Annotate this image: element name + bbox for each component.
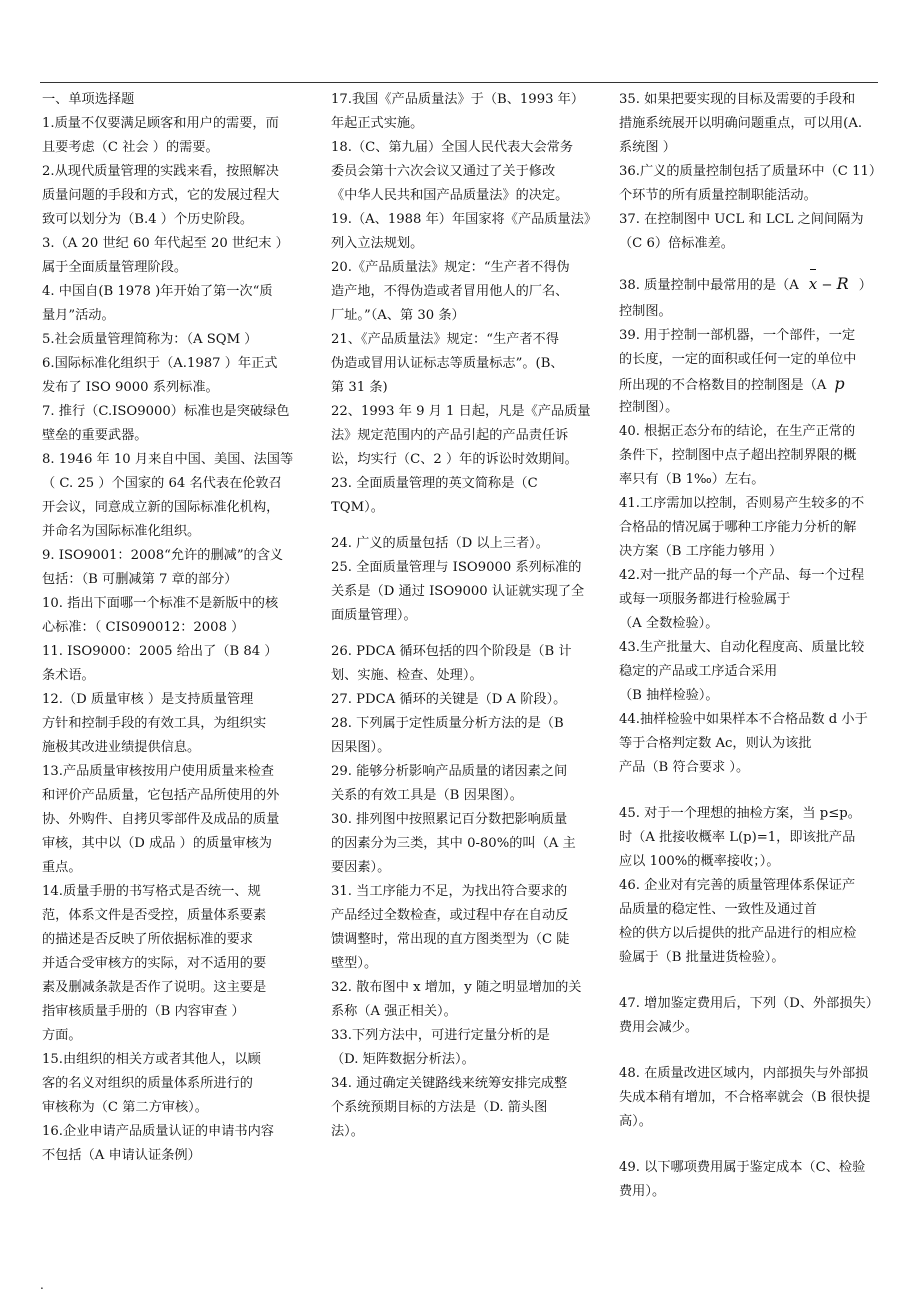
text-line: 壁垒的重要武器。 bbox=[42, 428, 148, 443]
p-symbol: p bbox=[834, 374, 845, 393]
text-line: 不包括（A 申请认证条例） bbox=[42, 1148, 201, 1163]
text-line: 18.（C、第九届）全国人民代表大会常务 bbox=[331, 140, 574, 155]
text-line: （B 抽样检验）。 bbox=[619, 688, 719, 703]
text-line: 合格品的情况属于哪种工序能力分析的解 bbox=[619, 520, 857, 535]
text-line: 第 31 条) bbox=[331, 380, 388, 395]
text-line: 23. 全面质量管理的英文简称是（C bbox=[331, 476, 538, 491]
text-line: 25. 全面质量管理与 ISO9000 系列标准的 bbox=[331, 560, 582, 575]
text-line: 高）。 bbox=[619, 1114, 652, 1129]
text-line: 并命名为国际标准化组织。 bbox=[42, 524, 201, 539]
text-line: （C 6）倍标准差。 bbox=[619, 236, 734, 251]
text-line: 40. 根据正态分布的结论，在生产正常的 bbox=[619, 424, 856, 439]
text-line: 条术语。 bbox=[42, 668, 95, 683]
text-line: 46. 企业对有完善的质量管理体系保证产 bbox=[619, 878, 856, 893]
text-line: 讼，均实行（C、2 ）年的诉讼时效期间。 bbox=[331, 452, 578, 467]
column-2 bbox=[331, 88, 598, 1144]
text-line: 43.生产批量大、自动化程度高、质量比较 bbox=[619, 640, 865, 655]
text-line: 费用）。 bbox=[619, 1184, 666, 1199]
text-line: 42.对一批产品的每一个产品、每一个过程 bbox=[619, 568, 865, 583]
text-line: 年起正式实施。 bbox=[331, 116, 424, 131]
footer-dot: . bbox=[40, 1278, 44, 1292]
text-line: 素及删减条款是否作了说明。这主要是 bbox=[42, 980, 267, 995]
text-line: 施极其改进业绩提供信息。 bbox=[42, 740, 201, 755]
text-line: 27. PDCA 循环的关键是（D A 阶段）。 bbox=[331, 692, 567, 707]
text-line: 条件下，控制图中点子超出控制界限的概 bbox=[619, 448, 857, 463]
text-line: 的因素分为三类，其中 0-80%的叫（A 主 bbox=[331, 836, 576, 851]
text-line: 37. 在控制图中 UCL 和 LCL 之间间隔为 bbox=[619, 212, 864, 227]
q39-end: 控制图）。 bbox=[619, 400, 679, 415]
text-line: 并适合受审核方的实际，对不适用的要 bbox=[42, 956, 267, 971]
text-line: 包括：（B 可删减第 7 章的部分） bbox=[42, 572, 238, 587]
text-line: 31. 当工序能力不足，为找出符合要求的 bbox=[331, 884, 568, 899]
text-line: 属于全面质量管理阶段。 bbox=[42, 260, 188, 275]
text-line: 法》规定范围内的产品引起的产品责任诉 bbox=[331, 428, 569, 443]
spacer bbox=[331, 628, 595, 640]
text-line: 验属于（B 批量进货检验）。 bbox=[619, 950, 785, 965]
spacer bbox=[619, 780, 881, 802]
text-line: 心标准：（ CIS090012：2008 ） bbox=[42, 620, 245, 635]
text-line: 厂址。”（A、第 30 条） bbox=[331, 308, 465, 323]
text-line: 47. 增加鉴定费用后，下列（D、外部损失） bbox=[619, 996, 879, 1011]
text-line: 审核称为（C 第二方审核）。 bbox=[42, 1100, 208, 1115]
r-symbol: R bbox=[836, 274, 849, 293]
text-line: 15.由组织的相关方或者其他人，以顾 bbox=[42, 1052, 261, 1067]
text-line: 41.工序需加以控制，否则易产生较多的不 bbox=[619, 496, 865, 511]
text-line: 协、外购件、自拷贝零部件及成品的质量 bbox=[42, 812, 280, 827]
text-line: 划、实施、检查、处理）。 bbox=[331, 668, 483, 683]
text-line: 36.广义的质量控制包括了质量环中（C 11） bbox=[619, 164, 883, 179]
text-line: 9. ISO9001：2008“允许的删减”的含义 bbox=[42, 548, 284, 563]
text-line: 面质量管理）。 bbox=[331, 608, 417, 623]
text-line: 致可以划分为（B.4 ）个历史阶段。 bbox=[42, 212, 254, 227]
text-line: 客的名义对组织的质量体系所进行的 bbox=[42, 1076, 253, 1091]
text-line: 稳定的产品或工序适合采用 bbox=[619, 664, 778, 679]
text-line: 个系统预期目标的方法是（D. 箭头图 bbox=[331, 1100, 548, 1115]
text-line: 系统图 ） bbox=[619, 140, 676, 155]
text-line: 10. 指出下面哪一个标准不是新版中的核 bbox=[42, 596, 279, 611]
text-line: 方面。 bbox=[42, 1028, 82, 1043]
text-line: 关系的有效工具是（B 因果图）。 bbox=[331, 788, 523, 803]
text-line: 33.下列方法中，可进行定量分析的是 bbox=[331, 1028, 550, 1043]
text-line: 时（A 批接收概率 L(p)=1，即该批产品 bbox=[619, 830, 856, 845]
text-line: 39. 用于控制一部机器，一个部件，一定 bbox=[619, 328, 856, 343]
text-line: 21、《产品质量法》规定：“生产者不得 bbox=[331, 332, 559, 347]
x-bar-symbol: x bbox=[809, 268, 817, 300]
text-line: 《中华人民共和国产品质量法》的决定。 bbox=[331, 188, 569, 203]
text-line: 应以 100%的概率接收；）。 bbox=[619, 854, 780, 869]
text-line: 34. 通过确定关键路线来统筹安排完成整 bbox=[331, 1076, 568, 1091]
top-rule bbox=[40, 82, 878, 83]
text-line: 法）。 bbox=[331, 1124, 364, 1139]
q39-line bbox=[619, 372, 881, 396]
column-1 bbox=[42, 88, 304, 1168]
text-line: 量月”活动。 bbox=[42, 308, 115, 323]
q38-minus: − bbox=[817, 278, 837, 293]
text-line: 关系是（D 通过 ISO9000 认证就实现了全 bbox=[331, 584, 585, 599]
text-line: 一、单项选择题 bbox=[42, 92, 135, 107]
text-line: 32. 散布图中 x 增加，y 随之明显增加的关 bbox=[331, 980, 582, 995]
q38-text: 38. 质量控制中最常用的是（A bbox=[619, 278, 799, 293]
text-line: 个环节的所有质量控制职能活动。 bbox=[619, 188, 817, 203]
text-line: 品质量的稳定性、一致性及通过首 bbox=[619, 902, 817, 917]
text-line: 发布了 ISO 9000 系列标准。 bbox=[42, 380, 219, 395]
text-line: 造产地，不得伪造或者冒用他人的厂名、 bbox=[331, 284, 569, 299]
text-line: 29. 能够分析影响产品质量的诸因素之间 bbox=[331, 764, 568, 779]
text-line: TQM）。 bbox=[331, 500, 384, 515]
text-line: 3.（A 20 世纪 60 年代起至 20 世纪末 ） bbox=[42, 236, 289, 251]
question-38-line bbox=[619, 268, 881, 300]
text-line: 的长度，一定的面积或任何一定的单位中 bbox=[619, 352, 857, 367]
text-line: 的描述是否反映了所依据标准的要求 bbox=[42, 932, 253, 947]
text-line: 系称（A 强正相关）。 bbox=[331, 1004, 457, 1019]
text-line: 14.质量手册的书写格式是否统一、规 bbox=[42, 884, 261, 899]
text-line: 因果图）。 bbox=[331, 740, 391, 755]
text-line: 范，体系文件是否受控，质量体系要素 bbox=[42, 908, 267, 923]
text-line: 35. 如果把要实现的目标及需要的手段和 bbox=[619, 92, 856, 107]
text-line: 开会议，同意成立新的国际标准化机构， bbox=[42, 500, 280, 515]
column-3 bbox=[619, 88, 881, 1204]
text-line: 率只有（B 1‰）左右。 bbox=[619, 472, 765, 487]
text-line: 16.企业申请产品质量认证的申请书内容 bbox=[42, 1124, 274, 1139]
spacer bbox=[619, 256, 881, 268]
text-line: 20.《产品质量法》规定：“生产者不得伪 bbox=[331, 260, 570, 275]
text-line: （D. 矩阵数据分析法）。 bbox=[331, 1052, 475, 1067]
text-line: 45. 对于一个理想的抽检方案，当 p≤p。 bbox=[619, 806, 861, 821]
text-line: 且要考虑（C 社会 ）的需要。 bbox=[42, 140, 219, 155]
text-line: 11. ISO9000：2005 给出了（B 84 ） bbox=[42, 644, 278, 659]
text-line: 1.质量不仅要满足顾客和用户的需要，而 bbox=[42, 116, 279, 131]
text-line: 12.（D 质量审核 ）是支持质量管理 bbox=[42, 692, 254, 707]
q38-close: ） bbox=[858, 278, 872, 293]
text-line: 措施系统展开以明确问题重点，可以用(A. bbox=[619, 116, 863, 131]
text-line: 伪造或冒用认证标志等质量标志”。(B、 bbox=[331, 356, 564, 371]
text-line: 列入立法规划。 bbox=[331, 236, 424, 251]
text-line: 重点。 bbox=[42, 860, 82, 875]
text-line: 指审核质量手册的（B 内容审查 ） bbox=[42, 1004, 245, 1019]
text-line: 方针和控制手段的有效工具，为组织实 bbox=[42, 716, 267, 731]
text-line: 6.国际标准化组织于（A.1987 ）年正式 bbox=[42, 356, 278, 371]
text-line: 或每一项服务都进行检验属于 bbox=[619, 592, 791, 607]
text-line: 30. 排列图中按照累记百分数把影响质量 bbox=[331, 812, 568, 827]
text-line: 7. 推行（C.ISO9000）标准也是突破绿色 bbox=[42, 404, 290, 419]
text-line: 产品（B 符合要求 ）。 bbox=[619, 760, 750, 775]
spacer bbox=[331, 520, 595, 532]
text-line: 2.从现代质量管理的实践来看，按照解决 bbox=[42, 164, 279, 179]
text-line: 19.（A、1988 年）年国家将《产品质量法》 bbox=[331, 212, 598, 227]
text-line: 壁型）。 bbox=[331, 956, 378, 971]
text-line: （ C. 25 ）个国家的 64 名代表在伦敦召 bbox=[42, 476, 282, 491]
text-line: 22、1993 年 9 月 1 日起，凡是《产品质量 bbox=[331, 404, 591, 419]
text-line: 17.我国《产品质量法》于（B、1993 年） bbox=[331, 92, 585, 107]
q39-text: 所出现的不合格数目的控制图是（A bbox=[619, 378, 827, 393]
spacer bbox=[619, 1040, 881, 1062]
spacer bbox=[619, 970, 881, 992]
text-line: 48. 在质量改进区域内，内部损失与外部损 bbox=[619, 1066, 869, 1081]
text-line: 质量问题的手段和方式，它的发展过程大 bbox=[42, 188, 280, 203]
text-line: 28. 下列属于定性质量分析方法的是（B bbox=[331, 716, 564, 731]
text-line: 49. 以下哪项费用属于鉴定成本（C、检验 bbox=[619, 1160, 866, 1175]
text-line: 审核，其中以（D 成品 ）的质量审核为 bbox=[42, 836, 272, 851]
text-line: 13.产品质量审核按用户使用质量来检查 bbox=[42, 764, 274, 779]
text-line: 44.抽样检验中如果样本不合格品数 d 小于 bbox=[619, 712, 868, 727]
text-line: 馈调整时，常出现的直方图类型为（C 陡 bbox=[331, 932, 570, 947]
text-line: 费用会减少。 bbox=[619, 1020, 699, 1035]
text-line: 决方案（B 工序能力够用 ） bbox=[619, 544, 783, 559]
text-line: 产品经过全数检查，或过程中存在自动反 bbox=[331, 908, 569, 923]
text-line: 要因素）。 bbox=[331, 860, 391, 875]
text-line: 和评价产品质量，它包括产品所使用的外 bbox=[42, 788, 280, 803]
q38-end: 控制图。 bbox=[619, 304, 672, 319]
text-line: 5.社会质量管理简称为：（A SQM ） bbox=[42, 332, 258, 347]
text-line: 4. 中国自(B 1978 )年开始了第一次“质 bbox=[42, 284, 273, 299]
text-line: 8. 1946 年 10 月来自中国、美国、法国等 bbox=[42, 452, 294, 467]
spacer bbox=[619, 1134, 881, 1156]
text-line: 检的供方以后提供的批产品进行的相应检 bbox=[619, 926, 857, 941]
text-line: 等于合格判定数 Ac，则认为该批 bbox=[619, 736, 812, 751]
text-line: 委员会第十六次会议又通过了关于修改 bbox=[331, 164, 556, 179]
text-line: 失成本稍有增加，不合格率就会（B 很快提 bbox=[619, 1090, 871, 1105]
text-line: 24. 广义的质量包括（D 以上三者）。 bbox=[331, 536, 549, 551]
text-line: （A 全数检验）。 bbox=[619, 616, 719, 631]
text-line: 26. PDCA 循环包括的四个阶段是（B 计 bbox=[331, 644, 572, 659]
